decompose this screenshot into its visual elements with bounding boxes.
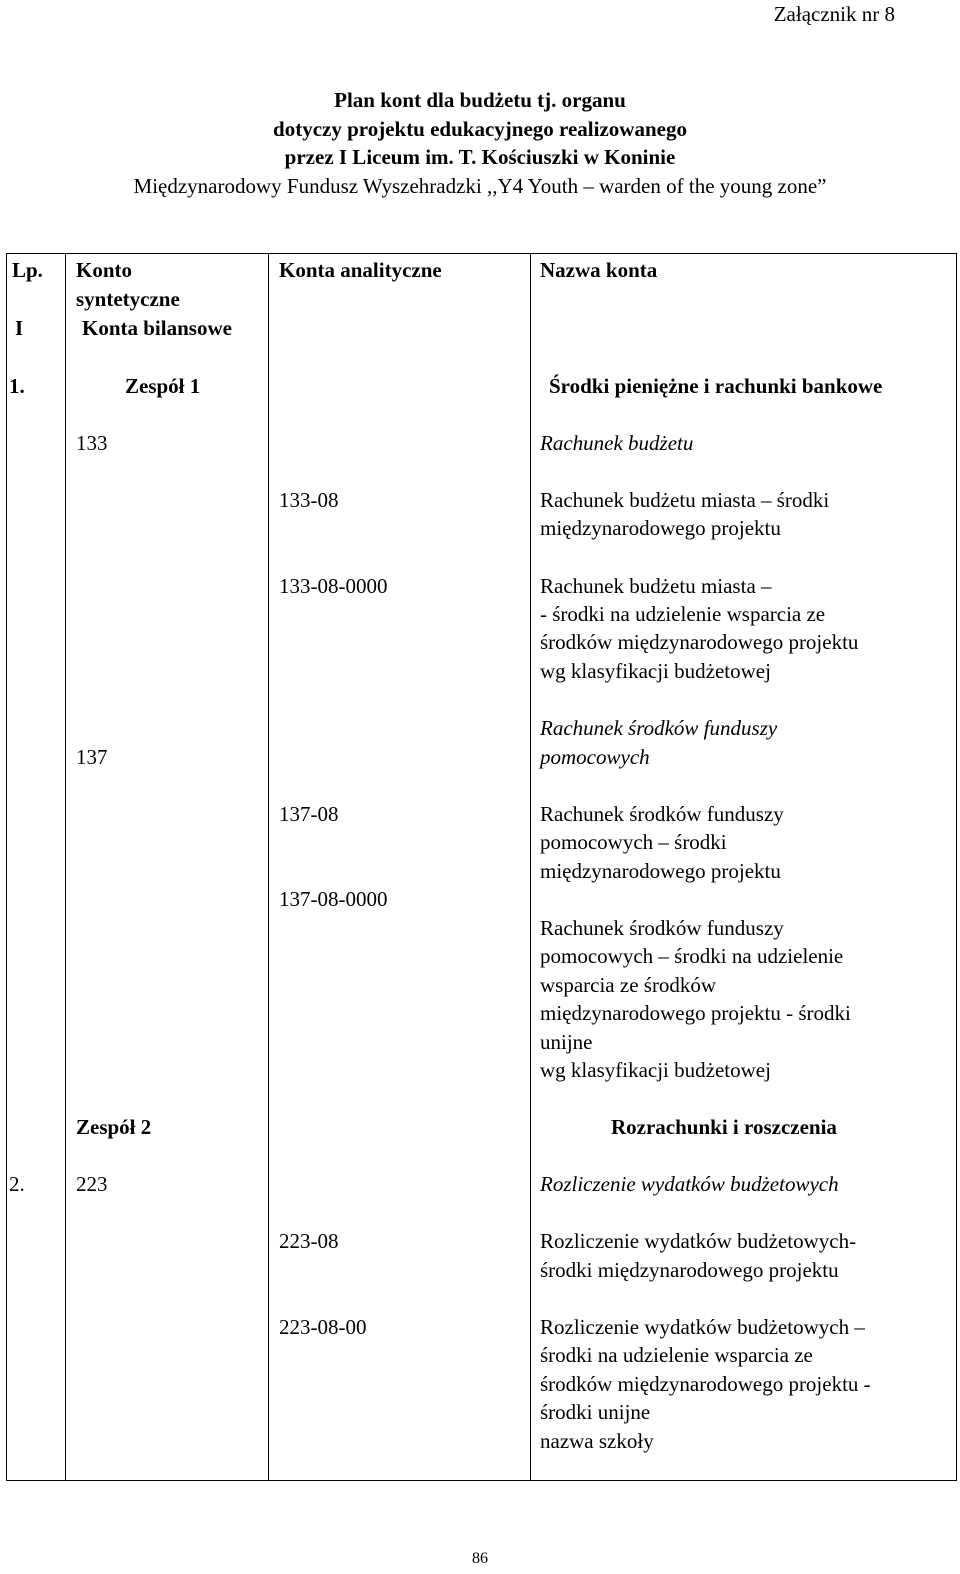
account-223-08-00: 223-08-00 [279, 1315, 367, 1339]
title-line-1: Plan kont dla budżetu tj. organu [334, 88, 626, 112]
account-137-name-line1: Rachunek środków funduszy [540, 716, 778, 740]
zespol2-name: Rozrachunki i roszczenia [611, 1115, 837, 1139]
page-number: 86 [472, 1550, 488, 1567]
account-137-08-0000-name-line3: wsparcia ze środków [540, 973, 717, 997]
zespol1-lp: 1. [9, 374, 25, 398]
account-137-08-0000-name-line6: wg klasyfikacji budżetowej [540, 1058, 771, 1082]
account-133-08-name-line1: Rachunek budżetu miasta – środki [540, 488, 830, 512]
account-223-name: Rozliczenie wydatków budżetowych [540, 1172, 839, 1196]
account-223-08: 223-08 [279, 1229, 339, 1253]
account-133-08-0000: 133-08-0000 [279, 574, 388, 598]
account-133-08: 133-08 [279, 488, 339, 512]
zespol1-label: Zespół 1 [125, 374, 201, 398]
account-223-08-00-name-line2: środki na udzielenie wsparcia ze [540, 1343, 813, 1367]
account-133-08-0000-name-line2: - środki na udzielenie wsparcia ze [540, 602, 826, 626]
title-line-2: dotyczy projektu edukacyjnego realizowanego [273, 116, 687, 141]
table-bottom-border [6, 1480, 957, 1481]
account-133-08-0000-name-line4: wg klasyfikacji budżetowej [540, 659, 771, 683]
account-223-08-00-name-line5: nazwa szkoły [540, 1429, 654, 1453]
account-223-08-name-line1: Rozliczenie wydatków budżetowych- [540, 1229, 857, 1253]
account-137-08-0000: 137-08-0000 [279, 887, 388, 911]
account-223-08-00-name-line1: Rozliczenie wydatków budżetowych – [540, 1315, 865, 1339]
title-line-3: przez I Liceum im. T. Kościuszki w Koninie [284, 145, 676, 169]
account-223-08-00-name-line4: środki unijne [540, 1400, 651, 1424]
header-lp: Lp. [12, 258, 43, 282]
account-133: 133 [76, 431, 108, 455]
account-137-08-0000-name-line4: międzynarodowego projektu - środki [540, 1001, 851, 1025]
account-133-08-0000-name-line3: środków międzynarodowego projektu [540, 630, 859, 654]
column-divider-2 [268, 253, 269, 1481]
table-right-border [956, 253, 957, 1481]
header-analityczne: Konta analityczne [279, 258, 442, 282]
account-137-08-name-line1: Rachunek środków funduszy [540, 802, 784, 826]
account-223-08-00-name-line3: środków międzynarodowego projektu - [540, 1372, 871, 1396]
account-137: 137 [76, 745, 108, 769]
account-133-08-0000-name-line1: Rachunek budżetu miasta – [540, 574, 772, 598]
header-konto-line2: syntetyczne [76, 287, 180, 311]
table-left-border [6, 253, 7, 1481]
account-223-08-name-line2: środki międzynarodowego projektu [540, 1258, 839, 1282]
header-nazwa: Nazwa konta [540, 258, 658, 282]
account-137-08-name-line3: międzynarodowego projektu [540, 859, 781, 883]
account-137-name-line2: pomocowych [540, 745, 650, 769]
account-137-08-0000-name-line1: Rachunek środków funduszy [540, 916, 784, 940]
zespol1-name: Środki pieniężne i rachunki bankowe [549, 374, 883, 398]
annex-label: Załącznik nr 8 [773, 2, 895, 26]
zespol2-label: Zespół 2 [76, 1115, 152, 1139]
account-137-08-name-line2: pomocowych – środki [540, 830, 727, 854]
header-konto-line1: Konto [76, 258, 133, 282]
account-137-08-0000-name-line5: unijne [540, 1030, 593, 1054]
account-137-08: 137-08 [279, 802, 339, 826]
zespol2-lp: 2. [9, 1172, 25, 1196]
column-divider-3 [530, 253, 531, 1481]
bilansowe-label: Konta bilansowe [82, 316, 232, 340]
account-133-name: Rachunek budżetu [540, 431, 694, 455]
account-137-08-0000-name-line2: pomocowych – środki na udzielenie [540, 944, 844, 968]
title-line-4: Międzynarodowy Fundusz Wyszehradzki ,,Y4 Youth – warden of the young zone” [133, 173, 827, 198]
account-133-08-name-line2: międzynarodowego projektu [540, 516, 781, 540]
account-223: 223 [76, 1172, 108, 1196]
document-title [0, 86, 960, 200]
bilansowe-roman: I [15, 316, 24, 340]
table-top-border [6, 253, 957, 254]
column-divider-1 [65, 253, 66, 1481]
